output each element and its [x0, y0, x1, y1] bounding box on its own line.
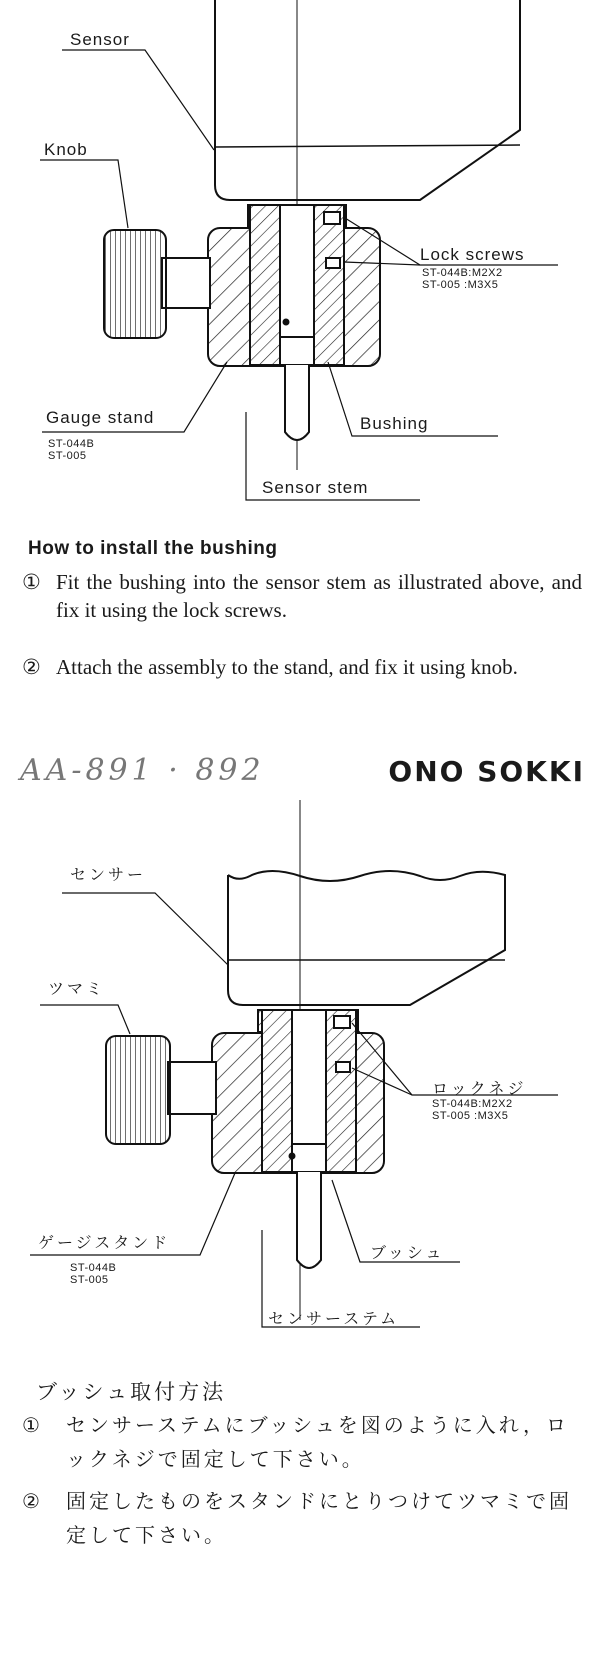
label-lock-screws: Lock screws — [420, 245, 525, 264]
step-text: 固定したものをスタンドにとりつけてツマミで固定して下さい。 — [66, 1489, 572, 1547]
instructions-heading: How to install the bushing — [28, 538, 278, 559]
label-sensor: Sensor — [70, 30, 130, 49]
label-lock-screws: ロックネジ — [432, 1079, 527, 1098]
step-text: Attach the assembly to the stand, and fix it using knob. — [56, 655, 518, 679]
label-knob: Knob — [44, 140, 88, 159]
sensor-body — [215, 0, 520, 200]
label-bushing: ブッシュ — [370, 1243, 445, 1262]
step-1 — [22, 1408, 582, 1480]
step-number: ① — [22, 1413, 43, 1437]
step-1 — [22, 568, 582, 652]
label-knob: ツマミ — [48, 979, 106, 998]
brand-logo: ONO SOKKI — [388, 755, 585, 788]
model-gauge-stand-2: ST-005 — [70, 1274, 109, 1286]
step-number: ① — [22, 570, 41, 594]
sensor-body — [228, 871, 505, 1005]
step-2 — [22, 653, 582, 709]
step-2 — [22, 1484, 582, 1556]
model-gauge-stand-2: ST-005 — [48, 450, 87, 462]
step-number: ② — [22, 655, 41, 679]
spec-lock-screws-1: ST-044B:M2X2 — [422, 267, 503, 279]
step-text: Fit the bushing into the sensor stem as illustrated above, and fix it using the lock screws. — [56, 570, 582, 622]
model-gauge-stand-1: ST-044B — [48, 438, 95, 450]
knob-body — [104, 230, 166, 338]
spec-lock-screws-1: ST-044B:M2X2 — [432, 1098, 513, 1110]
step-number: ② — [22, 1489, 43, 1513]
label-sensor-stem: センサーステム — [268, 1309, 400, 1328]
spec-lock-screws-2: ST-005 :M3X5 — [422, 279, 499, 291]
knob-body — [106, 1036, 170, 1144]
label-gauge-stand: Gauge stand — [46, 408, 155, 427]
label-sensor: センサー — [70, 865, 147, 884]
step-text: センサーステムにブッシュを図のように入れ，ロックネジで固定して下さい。 — [66, 1413, 569, 1471]
instructions-heading: ブッシュ取付方法 — [36, 1380, 227, 1404]
label-bushing: Bushing — [360, 414, 429, 433]
model-gauge-stand-1: ST-044B — [70, 1262, 117, 1274]
spec-lock-screws-2: ST-005 :M3X5 — [432, 1110, 509, 1122]
handwritten-reference: AA-891 · 892 — [20, 753, 265, 788]
label-sensor-stem: Sensor stem — [262, 478, 369, 497]
label-gauge-stand: ゲージスタンド — [38, 1233, 171, 1252]
